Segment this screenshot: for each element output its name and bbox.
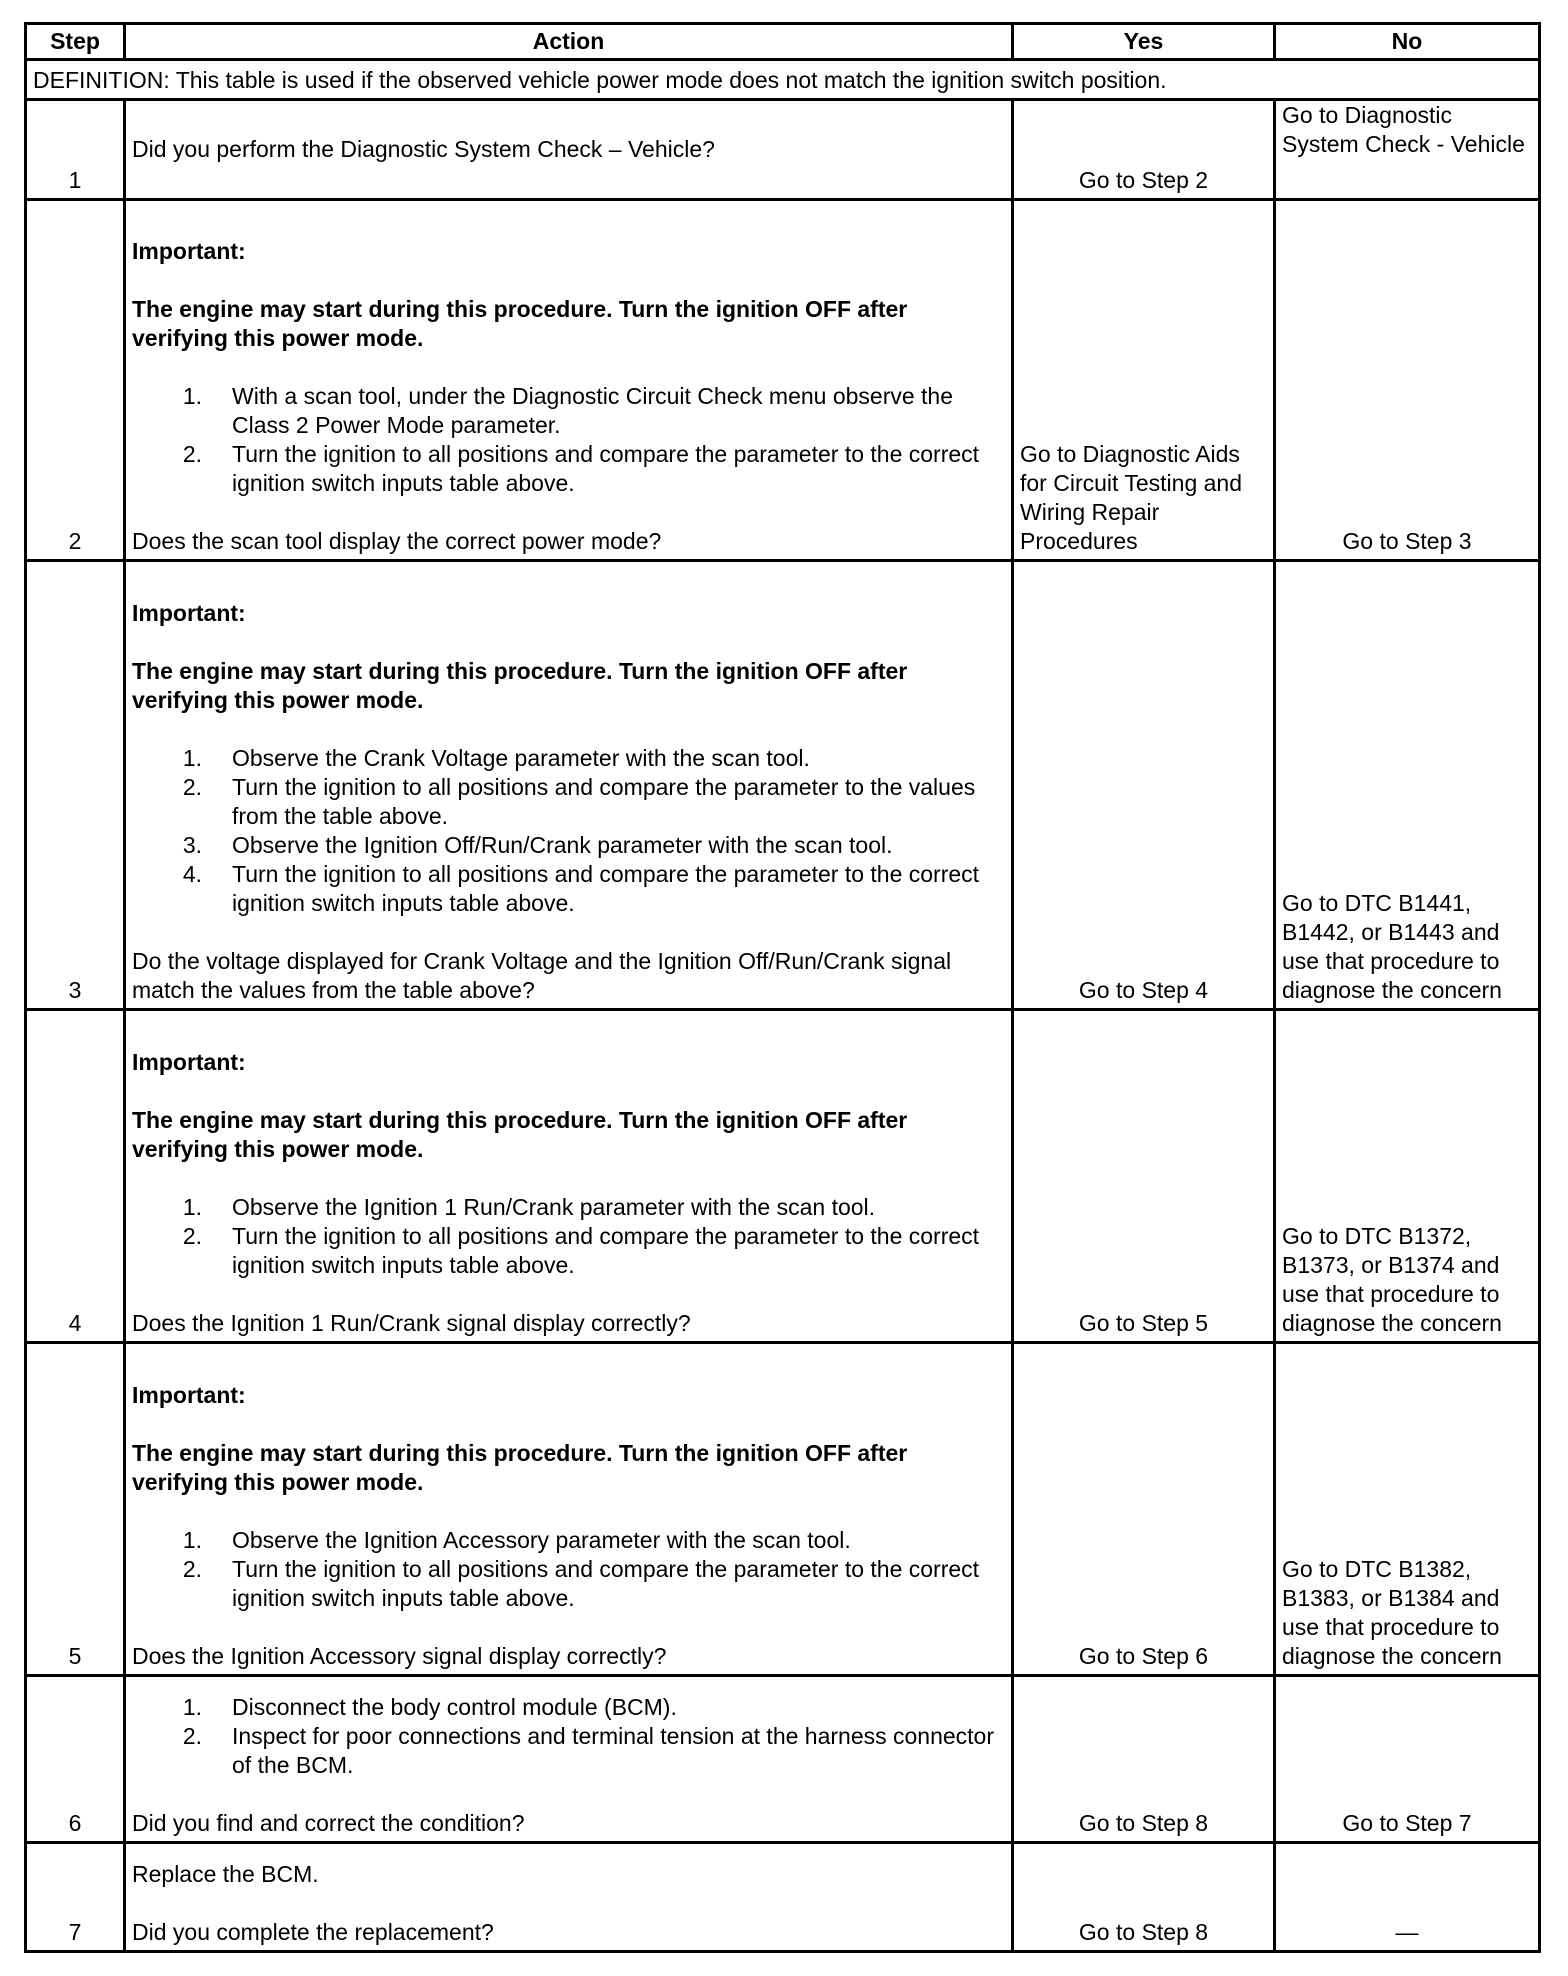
step-number: 4 xyxy=(26,1010,125,1343)
list-item: 2. Turn the ignition to all positions and compare the parameter to the values from the table above. xyxy=(182,774,976,829)
action-cell xyxy=(125,1343,1013,1676)
warning-text: The engine may start during this procedure. Turn the ignition OFF after verifying this power mode. xyxy=(132,658,908,713)
list-item: 1. Observe the Crank Voltage parameter with the scan tool. xyxy=(182,745,810,771)
action-cell xyxy=(125,561,1013,1010)
action-cell xyxy=(125,200,1013,561)
step-number: 1 xyxy=(26,100,125,200)
no-result: Go to Step 3 xyxy=(1275,200,1540,561)
table-row-step-7 xyxy=(26,1843,1540,1952)
table-row-step-4 xyxy=(26,1010,1540,1343)
no-result: Go to Diagnostic System Check - Vehicle xyxy=(1275,100,1540,200)
important-label: Important: xyxy=(132,238,246,264)
no-result: Go to DTC B1441, B1442, or B1443 and use that procedure to diagnose the concern xyxy=(1275,561,1540,1010)
action-question: Does the Ignition Accessory signal display correctly? xyxy=(132,1643,667,1669)
yes-result: Go to Diagnostic Aids for Circuit Testing and Wiring Repair Procedures xyxy=(1013,200,1275,561)
header-no: No xyxy=(1275,24,1540,60)
warning-text: The engine may start during this procedure. Turn the ignition OFF after verifying this power mode. xyxy=(132,1107,908,1162)
action-cell xyxy=(125,1843,1013,1952)
list-item: 2. Inspect for poor connections and terminal tension at the harness connector of the BCM. xyxy=(182,1723,995,1778)
list-item: 3. Observe the Ignition Off/Run/Crank parameter with the scan tool. xyxy=(182,832,893,858)
step-number: 6 xyxy=(26,1676,125,1843)
action-question: Do the voltage displayed for Crank Voltage and the Ignition Off/Run/Crank signal match the values from the table above? xyxy=(132,948,952,1003)
table-row-step-2 xyxy=(26,200,1540,561)
header-action: Action xyxy=(125,24,1013,60)
action-question: Does the Ignition 1 Run/Crank signal display correctly? xyxy=(132,1310,691,1336)
table-row-step-6 xyxy=(26,1676,1540,1843)
step-number: 5 xyxy=(26,1343,125,1676)
list-item: 1. Observe the Ignition Accessory parameter with the scan tool. xyxy=(182,1527,851,1553)
yes-result: Go to Step 8 xyxy=(1013,1676,1275,1843)
action-cell xyxy=(125,1010,1013,1343)
table-row-step-3 xyxy=(26,561,1540,1010)
definition-row xyxy=(26,60,1540,100)
no-result: Go to Step 7 xyxy=(1275,1676,1540,1843)
table-row-step-1 xyxy=(26,100,1540,200)
diagnostic-table xyxy=(24,22,1541,1953)
yes-result: Go to Step 6 xyxy=(1013,1343,1275,1676)
list-item: 1. Disconnect the body control module (BCM). xyxy=(182,1694,677,1720)
header-step: Step xyxy=(26,24,125,60)
action-question: Did you find and correct the condition? xyxy=(132,1810,525,1836)
table-row-step-5 xyxy=(26,1343,1540,1676)
warning-text: The engine may start during this procedure. Turn the ignition OFF after verifying this power mode. xyxy=(132,296,908,351)
no-result: Go to DTC B1372, B1373, or B1374 and use that procedure to diagnose the concern xyxy=(1275,1010,1540,1343)
yes-result: Go to Step 5 xyxy=(1013,1010,1275,1343)
no-result: Go to DTC B1382, B1383, or B1384 and use that procedure to diagnose the concern xyxy=(1275,1343,1540,1676)
list-item: 1. Observe the Ignition 1 Run/Crank parameter with the scan tool. xyxy=(182,1194,876,1220)
list-item: 2. Turn the ignition to all positions and compare the parameter to the correct ignition switch inputs table above. xyxy=(182,441,980,496)
step-number: 3 xyxy=(26,561,125,1010)
action-question: Does the scan tool display the correct power mode? xyxy=(132,528,662,554)
header-yes: Yes xyxy=(1013,24,1275,60)
list-item: 2. Turn the ignition to all positions and compare the parameter to the correct ignition switch inputs table above. xyxy=(182,1223,980,1278)
step-number: 7 xyxy=(26,1843,125,1952)
action-question: Did you complete the replacement? xyxy=(132,1919,494,1945)
important-label: Important: xyxy=(132,1049,246,1075)
header-row xyxy=(26,24,1540,60)
important-label: Important: xyxy=(132,600,246,626)
list-item: 4. Turn the ignition to all positions and compare the parameter to the correct ignition switch inputs table above. xyxy=(182,861,980,916)
yes-result: Go to Step 8 xyxy=(1013,1843,1275,1952)
definition-text: DEFINITION: This table is used if the observed vehicle power mode does not match the ignition switch position. xyxy=(26,60,1540,100)
no-result: — xyxy=(1275,1843,1540,1952)
yes-result: Go to Step 4 xyxy=(1013,561,1275,1010)
action-question: Did you perform the Diagnostic System Check – Vehicle? xyxy=(125,100,1013,200)
action-cell xyxy=(125,1676,1013,1843)
list-item: 1. With a scan tool, under the Diagnostic Circuit Check menu observe the Class 2 Power Mode parameter. xyxy=(182,383,954,438)
action-text: Replace the BCM. xyxy=(132,1861,319,1887)
important-label: Important: xyxy=(132,1382,246,1408)
yes-result: Go to Step 2 xyxy=(1013,100,1275,200)
warning-text: The engine may start during this procedure. Turn the ignition OFF after verifying this power mode. xyxy=(132,1440,908,1495)
step-number: 2 xyxy=(26,200,125,561)
list-item: 2. Turn the ignition to all positions and compare the parameter to the correct ignition switch inputs table above. xyxy=(182,1556,980,1611)
